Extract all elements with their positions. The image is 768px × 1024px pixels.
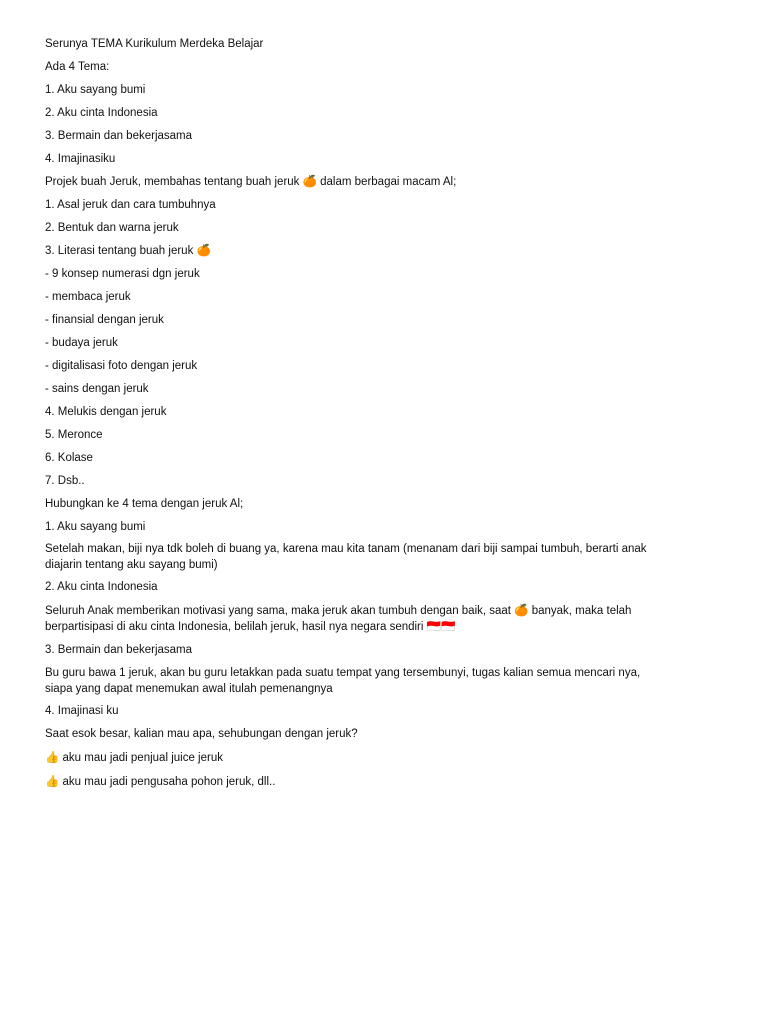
- list-item: 3. Bermain dan bekerjasama: [45, 644, 193, 656]
- paragraph-line: Setelah makan, biji nya tdk boleh di buang ya, karena mau kita tanam (menanam dari biji sampai tumbuh, berarti anak: [45, 543, 647, 555]
- paragraph-line: siapa yang dapat menemukan awal itulah pemenangnya: [45, 683, 333, 695]
- list-item: - finansial dengan jeruk: [45, 314, 164, 326]
- list-item: - budaya jeruk: [45, 337, 118, 349]
- list-item: 3. Bermain dan bekerjasama: [45, 130, 193, 142]
- list-item: - digitalisasi foto dengan jeruk: [45, 360, 198, 372]
- text-line: Hubungkan ke 4 tema dengan jeruk Al;: [45, 498, 244, 510]
- paragraph: [45, 603, 725, 635]
- list-item: 3. Literasi tentang buah jeruk 🍊: [45, 245, 211, 257]
- paragraph: [45, 541, 725, 573]
- paragraph-line: berpartisipasi di aku cinta Indonesia, belilah jeruk, hasil nya negara sendiri 🇮🇩🇮🇩: [45, 621, 456, 633]
- text-line: Projek buah Jeruk, membahas tentang buah jeruk 🍊 dalam berbagai macam Al;: [45, 176, 457, 188]
- list-item: 1. Aku sayang bumi: [45, 84, 146, 96]
- list-item: 👍 aku mau jadi pengusaha pohon jeruk, dll..: [45, 776, 276, 788]
- list-item: - sains dengan jeruk: [45, 383, 149, 395]
- list-item: 2. Aku cinta Indonesia: [45, 581, 158, 593]
- document-title: Serunya TEMA Kurikulum Merdeka Belajar: [45, 38, 264, 50]
- list-item: - membaca jeruk: [45, 291, 131, 303]
- list-item: 1. Asal jeruk dan cara tumbuhnya: [45, 199, 216, 211]
- list-item: 5. Meronce: [45, 429, 103, 441]
- list-item: 4. Imajinasi ku: [45, 705, 119, 717]
- list-item: 7. Dsb..: [45, 475, 85, 487]
- list-item: - 9 konsep numerasi dgn jeruk: [45, 268, 200, 280]
- list-item: 2. Bentuk dan warna jeruk: [45, 222, 179, 234]
- text-line: Ada 4 Tema:: [45, 61, 110, 73]
- text-line: Saat esok besar, kalian mau apa, sehubungan dengan jeruk?: [45, 728, 358, 740]
- paragraph: [45, 665, 725, 697]
- list-item: 4. Imajinasiku: [45, 153, 116, 165]
- list-item: 👍 aku mau jadi penjual juice jeruk: [45, 752, 223, 764]
- list-item: 2. Aku cinta Indonesia: [45, 107, 158, 119]
- paragraph-line: Bu guru bawa 1 jeruk, akan bu guru letakkan pada suatu tempat yang tersembunyi, tugas kalian semua mencari nya,: [45, 667, 641, 679]
- list-item: 4. Melukis dengan jeruk: [45, 406, 167, 418]
- paragraph-line: Seluruh Anak memberikan motivasi yang sama, maka jeruk akan tumbuh dengan baik, saat 🍊 banyak, maka telah: [45, 605, 632, 617]
- list-item: 1. Aku sayang bumi: [45, 521, 146, 533]
- paragraph-line: diajarin tentang aku sayang bumi): [45, 559, 218, 571]
- list-item: 6. Kolase: [45, 452, 93, 464]
